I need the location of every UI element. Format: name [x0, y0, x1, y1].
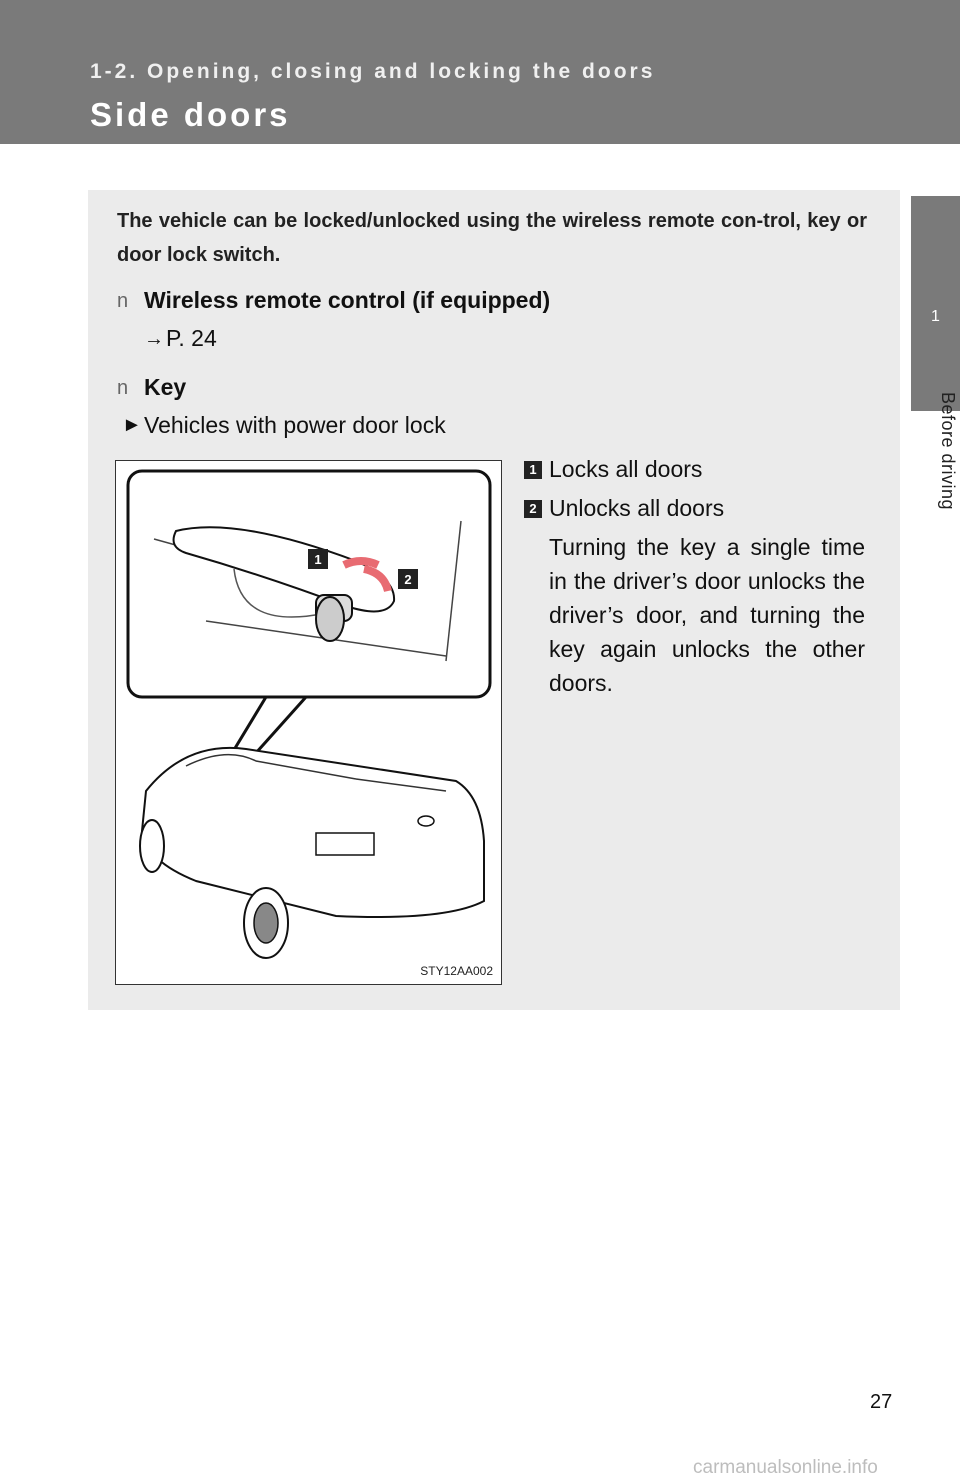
page-title: Side doors [90, 96, 291, 133]
chapter-tab [911, 196, 960, 411]
legend-text-2: Unlocks all doors [549, 495, 725, 521]
section-title: 1-2. Opening, closing and locking the doors [90, 60, 656, 83]
intro-text: The vehicle can be locked/unlocked using the wireless remote con-trol, key or door lock switch. [117, 210, 867, 266]
legend-number-2: 2 [524, 500, 542, 518]
door-lock-illustration [115, 460, 502, 985]
legend-number-1: 1 [524, 461, 542, 479]
car-key-illustration [116, 461, 501, 984]
callout-1: 1 [314, 552, 322, 567]
bullet-icon: n [117, 290, 129, 312]
key-description: Turning the key a single time in the driver’s door unlocks the driver’s door, and turning the key again unlocks the other doors. [549, 534, 865, 696]
page-number: 27 [870, 1391, 893, 1413]
wireless-heading: Wireless remote control (if equipped) [144, 287, 551, 313]
legend-text-1: Locks all doors [549, 456, 703, 482]
wireless-reference-link[interactable]: P. 24 [166, 325, 217, 351]
figure-code: STY12AA002 [420, 964, 493, 978]
bullet-icon: n [117, 377, 129, 399]
callout-2: 2 [404, 572, 412, 587]
chapter-label: Before driving [938, 392, 958, 511]
page-header [0, 0, 960, 144]
triangle-marker-icon: ► [122, 414, 142, 436]
watermark: carmanualsonline.info [693, 1457, 878, 1478]
chapter-number: 1 [931, 308, 940, 325]
arrow-right-icon: → [144, 328, 164, 350]
vehicle-note: Vehicles with power door lock [144, 412, 446, 438]
key-heading: Key [144, 374, 187, 400]
